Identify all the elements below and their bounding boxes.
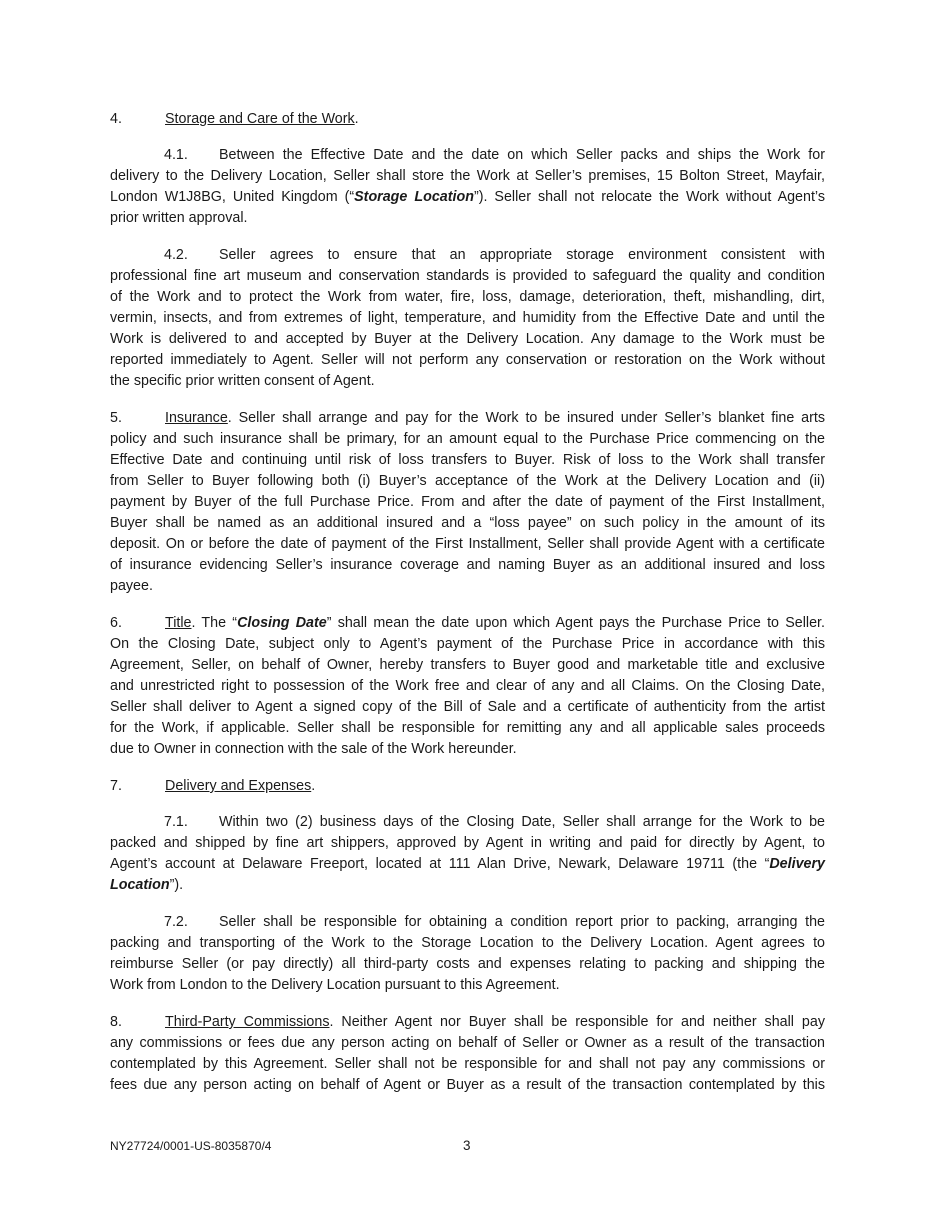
paragraph-7-2: 7.2. Seller shall be responsible for obtaining a condition report prior to packing, arranging the packing and transporting of the Work to the Storage Location to the Delivery Location. Agent agrees to reimburse Seller (or pay directly) all third-party costs and expenses relating to packing and shipping the Work from London to the Delivery Location pursuant to this Agreement. (110, 914, 825, 993)
defined-term: Location (110, 877, 170, 893)
section-number: 4. (110, 111, 122, 127)
section-number: 5. (110, 410, 122, 426)
subsection-number: 7.2. (164, 914, 188, 930)
defined-term: Closing Date (237, 615, 327, 631)
section-5-insurance: 5. Insurance. Seller shall arrange and pay for the Work to be insured under Seller’s blanket fine arts policy and such insurance shall be primary, for an amount equal to the Purchase Price commencing on the Effective Date and continuing until risk of loss transfers to Buyer. Risk of loss to the Work shall transfer from Seller to Buyer following both (i) Buyer’s acceptance of the Work at the Delivery Location and (ii) payment by Buyer of the full Purchase Price. From and after the date of payment of the First Installment, Buyer shall be named as an additional insured and a “loss payee” on such policy in the amount of its deposit. On or before the date of payment of the First Installment, Seller shall provide Agent with a certificate of insurance evidencing Seller’s insurance coverage and naming Buyer as an additional insured and loss payee. (110, 410, 825, 594)
page-number: 3 (463, 1138, 471, 1153)
paragraph-7-1: 7.1. Within two (2) business days of the Closing Date, Seller shall arrange for the Work to be packed and shipped by fine art shippers, approved by Agent in writing and paid for directly by Agent, to Agent’s account at Delaware Freeport, located at 111 Alan Drive, Newark, Delaware 19711 (the “Delivery Location”). (110, 814, 825, 893)
section-title: Insurance (165, 410, 228, 426)
paragraph-4-1: 4.1. Between the Effective Date and the date on which Seller packs and ships the Work for delivery to the Delivery Location, Seller shall store the Work at Seller’s premises, 15 Bolton Street, Mayfair, London W1J8BG, United Kingdom (“Storage Location”). Seller shall not relocate the Work without Agent’s prior written approval. (110, 147, 825, 226)
paragraph-4-2: 4.2. Seller agrees to ensure that an appropriate storage environment consistent with professional fine art museum and conservation standards is provided to safeguard the quality and condition of the Work and to protect the Work from water, fire, loss, damage, deterioration, theft, mishandling, dirt, vermin, insects, and from extremes of light, temperature, and humidity from the Effective Date and until the Work is delivered to and accepted by Buyer at the Delivery Location. Any damage to the Work must be reported immediately to Agent. Seller will not perform any conservation or restoration on the Work without the specific prior written consent of Agent. (110, 247, 825, 389)
subsection-number: 4.2. (164, 247, 188, 263)
defined-term: Storage Location (354, 189, 474, 205)
section-title: Third-Party Commissions (165, 1014, 330, 1030)
section-title: Storage and Care of the Work (165, 111, 355, 127)
section-4-heading: 4. Storage and Care of the Work. (110, 109, 825, 130)
section-number: 6. (110, 615, 122, 631)
section-8-commissions: 8. Third-Party Commissions. Neither Agent nor Buyer shall be responsible for and neither shall pay any commissions or fees due any person acting on behalf of Seller or Owner as a result of the transaction contemplated by this Agreement. Seller shall not be responsible for and shall not pay any commissions or fees due any person acting on behalf of Agent or Buyer as a result of the transaction contemplated by this (110, 1014, 825, 1093)
section-title: Delivery and Expenses (165, 778, 312, 794)
defined-term: Delivery (769, 856, 825, 872)
subsection-number: 4.1. (164, 147, 188, 163)
section-6-title: 6. Title. The “Closing Date” shall mean the date upon which Agent pays the Purchase Price to Seller. On the Closing Date, subject only to Agent’s payment of the Purchase Price in accordance with this Agreement, Seller, on behalf of Owner, hereby transfers to Buyer good and marketable title and exclusive and unrestricted right to possession of the Work free and clear of any and all Claims. On the Closing Date, Seller shall deliver to Agent a signed copy of the Bill of Sale and a certificate of authenticity from the artist for the Work, if applicable. Seller shall be responsible for remitting any and all applicable sales proceeds due to Owner in connection with the sale of the Work hereunder. (110, 615, 825, 757)
section-title: Title (165, 615, 192, 631)
section-number: 8. (110, 1014, 122, 1030)
document-id: NY27724/0001-US-8035870/4 (110, 1139, 272, 1153)
subsection-number: 7.1. (164, 814, 188, 830)
section-7-heading: 7. Delivery and Expenses. (110, 776, 825, 797)
section-number: 7. (110, 778, 122, 794)
